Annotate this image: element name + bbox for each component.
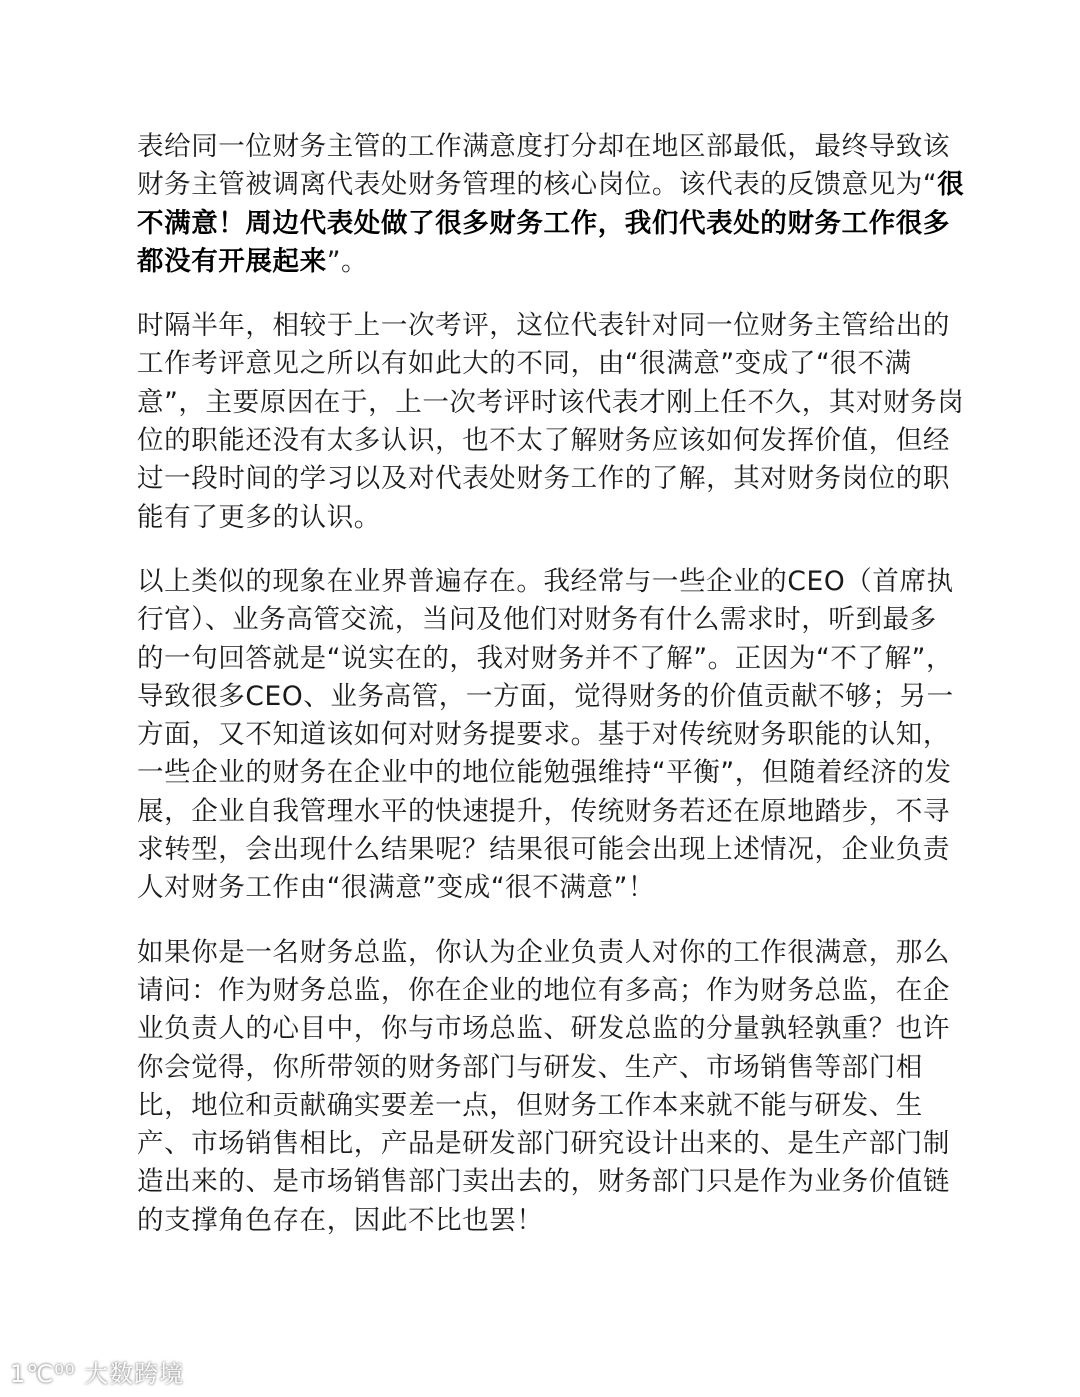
text-line: 求转型，会出现什么结果呢？结果很可能会出现上述情况，企业负责 bbox=[137, 834, 950, 866]
text-line: 一些企业的财务在企业中的地位能勉强维持“平衡”，但随着经济的发 bbox=[137, 757, 952, 789]
paragraph-2 bbox=[137, 307, 965, 537]
bold-quote-line: 不满意！周边代表处做了很多财务工作，我们代表处的财务工作很多 bbox=[137, 207, 950, 239]
text-line: 造出来的、是市场销售部门卖出去的，财务部门只是作为业务价值链 bbox=[137, 1166, 950, 1198]
text-line: 能有了更多的认识。 bbox=[137, 501, 381, 533]
paragraph-4 bbox=[137, 934, 950, 1240]
text-line: 展，企业自我管理水平的快速提升，传统财务若还在原地踏步，不寻 bbox=[137, 795, 950, 827]
text-line: 导致很多CEO、业务高管，一方面，觉得财务的价值贡献不够；另一 bbox=[137, 680, 954, 712]
paragraph-3 bbox=[137, 563, 954, 908]
text-line: 产、市场销售相比，产品是研发部门研究设计出来的、是生产部门制 bbox=[137, 1128, 950, 1160]
document-page bbox=[137, 128, 965, 1266]
bold-quote: 很 bbox=[937, 169, 965, 201]
text-line: 的一句回答就是“说实在的，我对财务并不了解”。正因为“不了解”， bbox=[137, 642, 954, 674]
text-line: 请问：作为财务总监，你在企业的地位有多高；作为财务总监，在企 bbox=[137, 974, 950, 1006]
text-line: 人对财务工作由“很满意”变成“很不满意”！ bbox=[137, 872, 656, 904]
paragraph-1 bbox=[137, 128, 965, 281]
text-line: 如果你是一名财务总监，你认为企业负责人对你的工作很满意，那么 bbox=[137, 936, 950, 968]
text-line: 业负责人的心目中，你与市场总监、研发总监的分量孰轻孰重？也许 bbox=[137, 1013, 950, 1045]
text-line: 时隔半年，相较于上一次考评，这位代表针对同一位财务主管给出的 bbox=[137, 310, 950, 342]
text-line: 行官）、业务高管交流，当问及他们对财务有什么需求时，听到最多 bbox=[137, 604, 937, 636]
watermark-logo: 1℃⁰⁰ 大数跨境 bbox=[10, 1360, 185, 1388]
text-line bbox=[137, 166, 965, 204]
text-line: 过一段时间的学习以及对代表处财务工作的了解，其对财务岗位的职 bbox=[137, 463, 950, 495]
text-line: 意”，主要原因在于，上一次考评时该代表才刚上任不久，其对财务岗 bbox=[137, 386, 965, 418]
text-line: 的支撑角色存在，因此不比也罢！ bbox=[137, 1204, 544, 1236]
text-line: 方面，又不知道该如何对财务提要求。基于对传统财务职能的认知， bbox=[137, 719, 950, 751]
text-line: 位的职能还没有太多认识，也不太了解财务应该如何发挥价值，但经 bbox=[137, 425, 950, 457]
text-line: 你会觉得，你所带领的财务部门与研发、生产、市场销售等部门相 bbox=[137, 1051, 923, 1083]
text-segment: 财务主管被调离代表处财务管理的核心岗位。该代表的反馈意见为“ bbox=[137, 169, 938, 201]
text-line bbox=[137, 243, 947, 281]
text-line: 以上类似的现象在业界普遍存在。我经常与一些企业的CEO（首席执 bbox=[137, 565, 954, 597]
text-segment: ”。 bbox=[326, 245, 369, 277]
bold-quote: 都没有开展起来 bbox=[137, 245, 327, 277]
text-line: 比，地位和贡献确实要差一点，但财务工作本来就不能与研发、生 bbox=[137, 1089, 923, 1121]
text-line: 工作考评意见之所以有如此大的不同，由“很满意”变成了“很不满 bbox=[137, 348, 912, 380]
text-line: 表给同一位财务主管的工作满意度打分却在地区部最低，最终导致该 bbox=[137, 131, 950, 162]
